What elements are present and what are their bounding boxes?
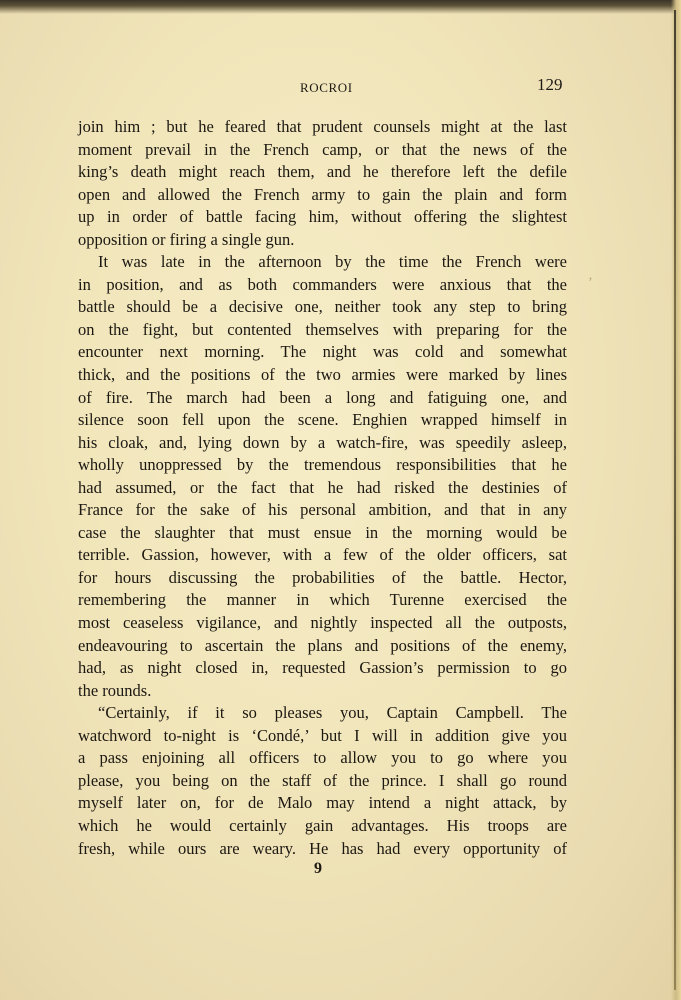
text-line: encounter next morning. The night was cold and somewhat xyxy=(78,342,567,362)
paper-mark: ‚ xyxy=(588,268,593,283)
text-line: his cloak, and, lying down by a watch-fire, was speedily asleep, xyxy=(78,432,567,452)
page-top-edge xyxy=(0,0,681,14)
text-line: had assumed, or the fact that he had risked the destinies of xyxy=(78,477,567,497)
text-line: It was late in the afternoon by the time the French were xyxy=(98,252,567,272)
text-line: remembering the manner in which Turenne exercised the xyxy=(78,590,567,610)
text-line: “Certainly, if it so pleases you, Captain Campbell. The xyxy=(98,703,567,723)
signature-mark: 9 xyxy=(314,860,322,877)
text-line: a pass enjoining all officers to allow you to go where you xyxy=(78,748,567,768)
text-line: of fire. The march had been a long and fatiguing one, and xyxy=(78,387,567,407)
text-line: France for the sake of his personal ambition, and that in any xyxy=(78,500,567,520)
text-line: thick, and the positions of the two armies were marked by lines xyxy=(78,365,567,385)
text-line: in position, and as both commanders were anxious that the xyxy=(78,274,567,294)
text-line: up in order of battle facing him, without offering the slightest xyxy=(78,207,567,227)
page-right-edge xyxy=(671,0,681,1000)
text-line: most ceaseless vigilance, and nightly inspected all the outposts, xyxy=(78,613,567,633)
text-line: terrible. Gassion, however, with a few of the older officers, sat xyxy=(78,545,567,565)
text-line: moment prevail in the French camp, or that the news of the xyxy=(78,139,567,159)
text-line: had, as night closed in, requested Gassion’s permission to go xyxy=(78,658,567,678)
text-line: fresh, while ours are weary. He has had every opportunity of xyxy=(78,838,567,858)
text-line: for hours discussing the probabilities of the battle. Hector, xyxy=(78,567,567,587)
text-line: join him ; but he feared that prudent counsels might at the last xyxy=(78,117,567,136)
text-line: myself later on, for de Malo may intend a night attack, by xyxy=(78,793,567,813)
text-line: open and allowed the French army to gain the plain and form xyxy=(78,184,567,204)
text-line: endeavouring to ascertain the plans and positions of the enemy, xyxy=(78,635,567,655)
page-number: 129 xyxy=(537,75,563,94)
text-line: which he would certainly gain advantages. His troops are xyxy=(78,815,567,835)
text-line: on the fight, but contented themselves with preparing for the xyxy=(78,319,567,339)
running-head: ROCROI xyxy=(300,80,353,95)
text-line: the rounds. xyxy=(78,680,152,700)
text-line: please, you being on the staff of the prince. I shall go round xyxy=(78,770,567,790)
binding-shadow-line xyxy=(674,10,676,990)
text-line: watchword to-night is ‘Condé,’ but I will in addition give you xyxy=(78,725,567,745)
text-line: king’s death might reach them, and he therefore left the defile xyxy=(78,162,567,182)
text-line: silence soon fell upon the scene. Enghien wrapped himself in xyxy=(78,410,567,430)
text-line: wholly unoppressed by the tremendous responsibilities that he xyxy=(78,455,567,475)
text-line: battle should be a decisive one, neither took any step to bring xyxy=(78,297,567,317)
body-text xyxy=(78,116,567,860)
text-line: case the slaughter that must ensue in the morning would be xyxy=(78,522,567,542)
text-line: opposition or firing a single gun. xyxy=(78,229,295,249)
